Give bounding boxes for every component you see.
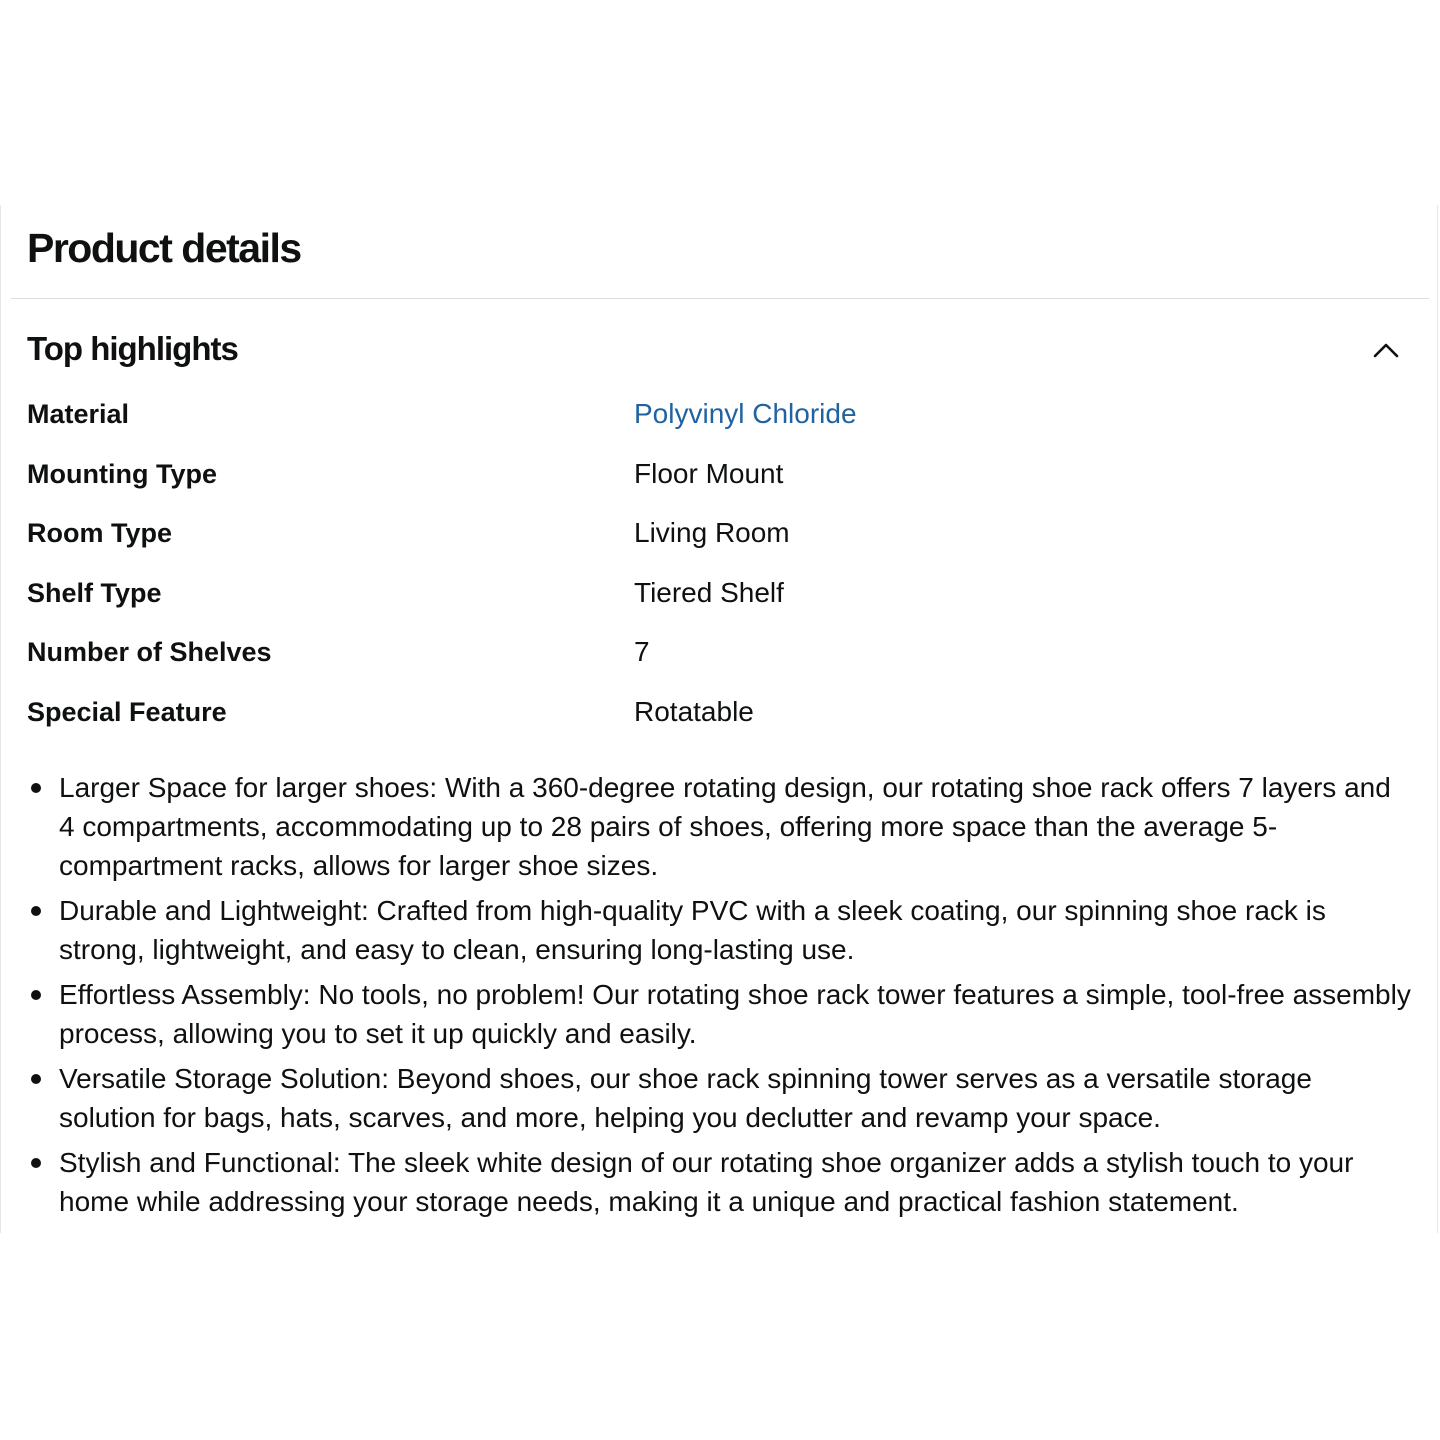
attribute-row-special-feature [27, 694, 1407, 754]
feature-bullet [27, 975, 1411, 1053]
attribute-label: Special Feature [27, 696, 227, 727]
feature-bullet [27, 768, 1411, 885]
attribute-label: Number of Shelves [27, 637, 272, 667]
chevron-up-icon[interactable] [1365, 327, 1409, 371]
feature-bullet-list [27, 768, 1411, 1227]
feature-bullet-text: Versatile Storage Solution: Beyond shoes, our shoe rack spinning tower serves as a versatile storage solution for bags, hats, scarves, and more, helping you declutter and revamp your space. [59, 1063, 1312, 1133]
attribute-row-shelf-type [27, 575, 1407, 635]
attribute-label: Material [27, 399, 130, 429]
attribute-value: Floor Mount [634, 457, 784, 489]
attribute-value: Rotatable [634, 695, 754, 727]
product-details-panel [0, 205, 1438, 1233]
attribute-label: Room Type [27, 518, 173, 548]
attribute-row-mounting-type [27, 456, 1407, 516]
attribute-row-room-type [27, 515, 1407, 575]
attribute-value: 7 [634, 636, 650, 667]
feature-bullet-text: Stylish and Functional: The sleek white design of our rotating shoe organizer adds a stylish touch to your home while addressing your storage needs, making it a unique and practical fashion statement. [59, 1147, 1354, 1217]
attributes-table [27, 396, 1407, 753]
attribute-label: Mounting Type [27, 458, 217, 489]
bullet-dot-icon [31, 906, 41, 916]
top-highlights-header[interactable] [1, 315, 1437, 375]
feature-bullet-text: Durable and Lightweight: Crafted from high-quality PVC with a sleek coating, our spinning shoe rack is strong, lightweight, and easy to clean, ensuring long-lasting use. [59, 895, 1326, 965]
attribute-label: Shelf Type [27, 577, 162, 608]
bullet-dot-icon [31, 1074, 41, 1084]
bullet-dot-icon [31, 783, 41, 793]
section-title: Top highlights [27, 330, 238, 367]
attribute-value: Tiered Shelf [634, 576, 784, 608]
divider [11, 298, 1429, 299]
attribute-value-link[interactable]: Polyvinyl Chloride [634, 398, 857, 429]
attribute-value: Living Room [634, 517, 790, 548]
attribute-row-number-of-shelves [27, 634, 1407, 694]
bullet-dot-icon [31, 1158, 41, 1168]
attribute-row-material [27, 396, 1407, 456]
feature-bullet [27, 1143, 1411, 1221]
page-title: Product details [27, 225, 301, 271]
feature-bullet-text: Effortless Assembly: No tools, no problem! Our rotating shoe rack tower features a simple, tool-free assembly process, allowing you to set it up quickly and easily. [59, 979, 1411, 1049]
feature-bullet-text: Larger Space for larger shoes: With a 360-degree rotating design, our rotating shoe rack offers 7 layers and 4 compartments, accommodating up to 28 pairs of shoes, offering more space than the average 5-compartment racks, allows for larger shoe sizes. [59, 772, 1391, 881]
bullet-dot-icon [31, 990, 41, 1000]
feature-bullet [27, 1059, 1411, 1137]
feature-bullet [27, 891, 1411, 969]
